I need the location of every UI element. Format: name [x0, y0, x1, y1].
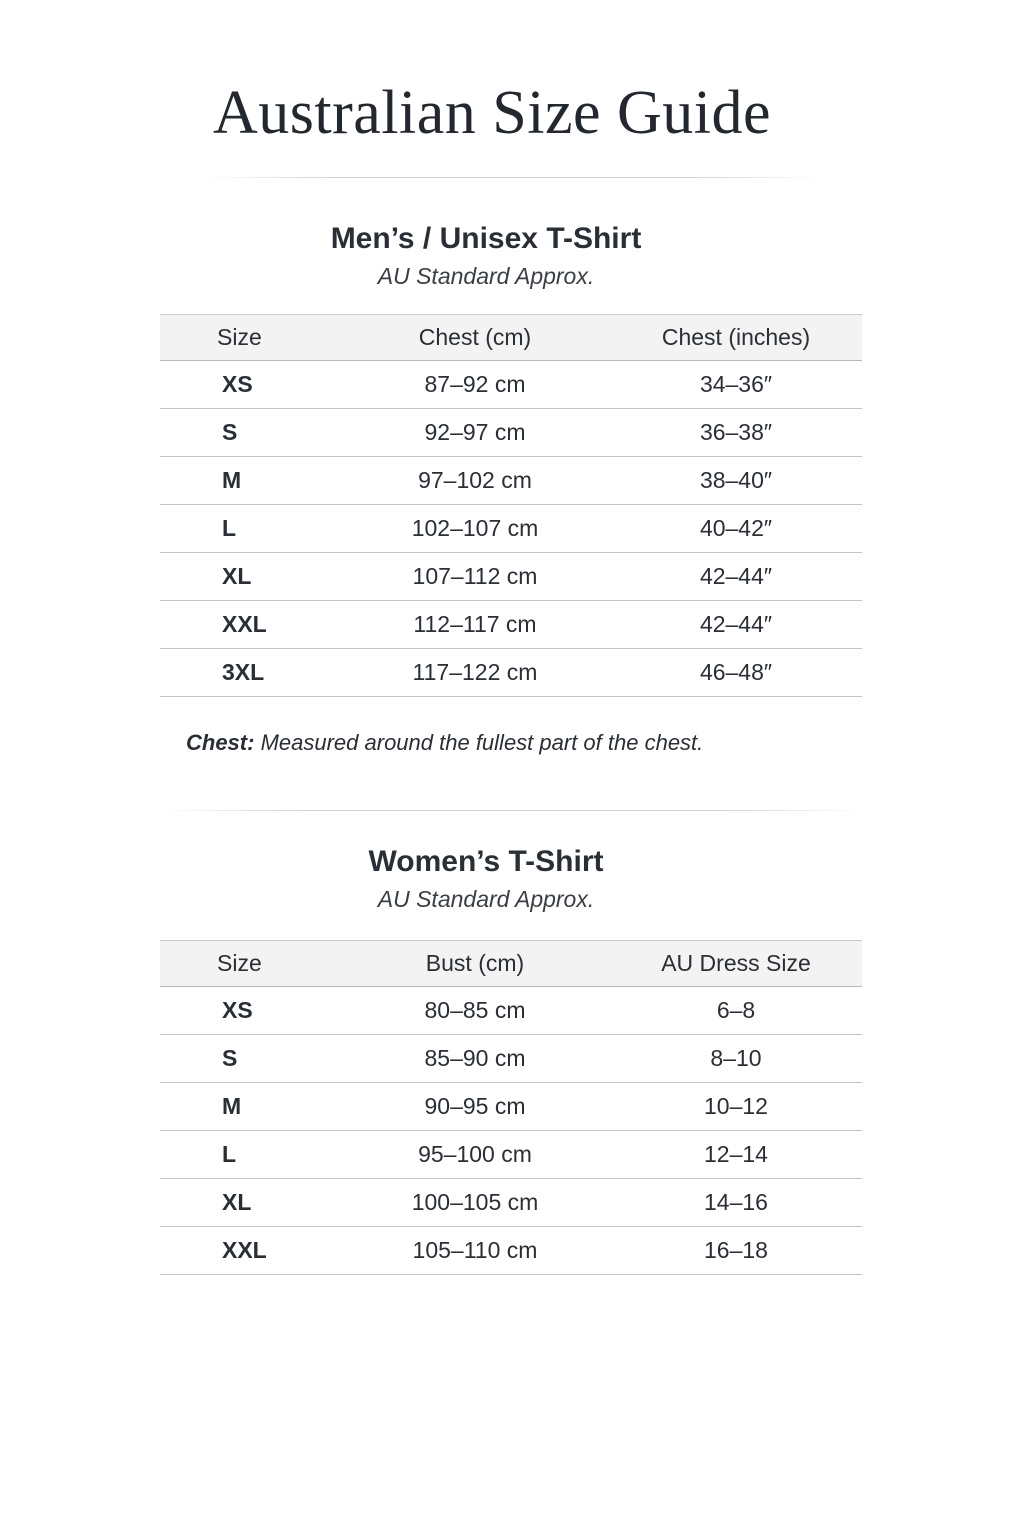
chest-inches-cell: 46–48″ [699, 659, 773, 685]
table-header-row [160, 315, 862, 361]
size-cell: 3XL [222, 659, 265, 685]
note-text: Measured around the fullest part of the chest. [254, 730, 704, 755]
header-chest-inches: Chest (inches) [661, 324, 811, 350]
table-header-row [160, 941, 862, 987]
chest-inches-cell: 42–44″ [699, 611, 773, 637]
chest-cm-cell: 117–122 cm [412, 659, 538, 685]
size-cell: M [222, 467, 242, 493]
chest-inches-cell: 38–40″ [699, 467, 773, 493]
mens-size-table [160, 314, 862, 697]
table-row [160, 1131, 862, 1179]
table-row [160, 1035, 862, 1083]
bust-cm-cell: 90–95 cm [424, 1093, 526, 1119]
size-cell: XXL [222, 611, 267, 637]
chest-inches-cell: 42–44″ [699, 563, 773, 589]
chest-inches-cell: 40–42″ [699, 515, 773, 541]
chest-cm-cell: 87–92 cm [424, 371, 526, 397]
section-divider [160, 810, 862, 811]
table-row [160, 505, 862, 553]
table-row [160, 409, 862, 457]
bust-cm-cell: 100–105 cm [411, 1189, 539, 1215]
table-row [160, 1083, 862, 1131]
note-label: Chest: [186, 730, 255, 755]
table-row [160, 1227, 862, 1275]
size-cell: XS [222, 997, 253, 1023]
womens-section-subtitle: AU Standard Approx. [377, 886, 595, 912]
womens-section-title: Women’s T-Shirt [368, 845, 604, 878]
table-row [160, 457, 862, 505]
mens-section-subtitle: AU Standard Approx. [377, 263, 595, 289]
bust-cm-cell: 95–100 cm [418, 1141, 532, 1167]
size-cell: S [222, 1045, 238, 1071]
mens-section-title: Men’s / Unisex T-Shirt [330, 222, 642, 255]
size-cell: XXL [222, 1237, 267, 1263]
dress-size-cell: 10–12 [704, 1093, 768, 1119]
chest-cm-cell: 102–107 cm [411, 515, 539, 541]
dress-size-cell: 14–16 [704, 1189, 768, 1215]
table-row [160, 361, 862, 409]
chest-inches-cell: 34–36″ [699, 371, 773, 397]
chest-cm-cell: 97–102 cm [418, 467, 532, 493]
header-size: Size [217, 950, 262, 976]
bust-cm-cell: 85–90 cm [424, 1045, 526, 1071]
size-cell: L [222, 515, 237, 541]
dress-size-cell: 6–8 [716, 997, 756, 1023]
table-row [160, 601, 862, 649]
dress-size-cell: 12–14 [704, 1141, 768, 1167]
header-bust-cm: Bust (cm) [425, 950, 525, 976]
size-cell: XS [222, 371, 253, 397]
chest-cm-cell: 92–97 cm [424, 419, 526, 445]
chest-cm-cell: 107–112 cm [412, 563, 538, 589]
table-row [160, 649, 862, 697]
header-au-dress-size: AU Dress Size [661, 950, 811, 976]
size-cell: S [222, 419, 238, 445]
table-row [160, 553, 862, 601]
table-row [160, 987, 862, 1035]
header-chest-cm: Chest (cm) [418, 324, 532, 350]
size-cell: M [222, 1093, 242, 1119]
chest-measurement-note [186, 730, 703, 756]
header-size: Size [217, 324, 262, 350]
table-row [160, 1179, 862, 1227]
size-cell: XL [222, 563, 252, 589]
size-cell: XL [222, 1189, 252, 1215]
page-title: Australian Size Guide [212, 79, 772, 147]
dress-size-cell: 16–18 [704, 1237, 768, 1263]
womens-size-table [160, 940, 862, 1275]
bust-cm-cell: 80–85 cm [424, 997, 526, 1023]
chest-inches-cell: 36–38″ [699, 419, 773, 445]
chest-cm-cell: 112–117 cm [413, 611, 537, 637]
bust-cm-cell: 105–110 cm [412, 1237, 538, 1263]
dress-size-cell: 8–10 [710, 1045, 762, 1071]
size-cell: L [222, 1141, 237, 1167]
title-divider [205, 177, 820, 178]
